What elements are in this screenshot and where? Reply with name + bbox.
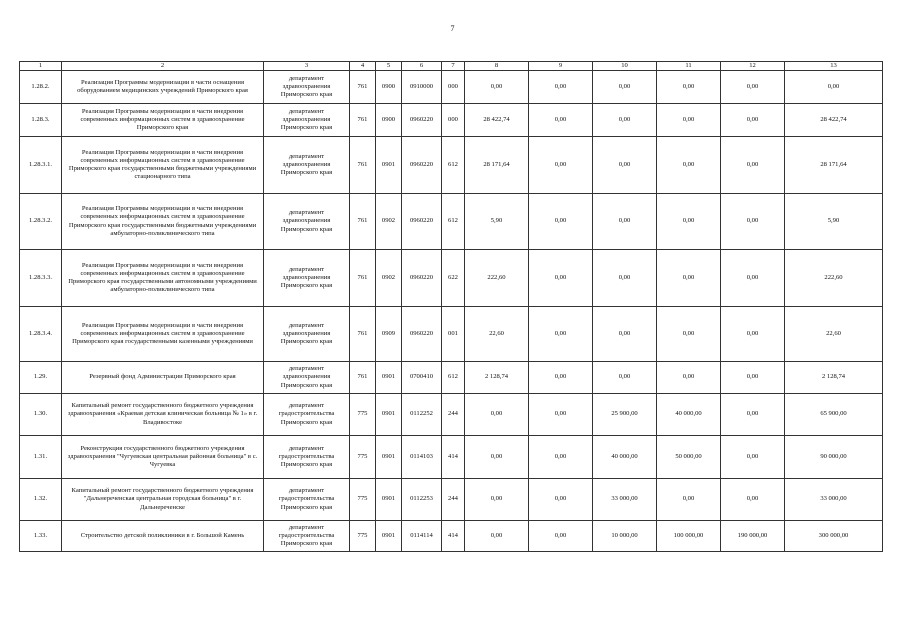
col-5-value: 0900 [376,104,402,137]
header-cell: 9 [529,62,593,71]
row-name: Реализация Программы модернизации в части внедрения современных информационных систем в здравоохранение Приморского края [62,104,264,137]
col-13-value: 0,00 [785,71,883,104]
col-6-value: 0910000 [402,71,442,104]
col-4-value: 761 [350,362,376,394]
col-6-value: 0112252 [402,394,442,436]
col-10-value: 0,00 [593,362,657,394]
col-13-value: 5,90 [785,194,883,250]
col-13-value: 33 000,00 [785,479,883,521]
header-cell: 7 [442,62,465,71]
header-cell: 10 [593,62,657,71]
col-6-value: 0960220 [402,250,442,307]
col-13-value: 2 128,74 [785,362,883,394]
col-11-value: 50 000,00 [657,436,721,479]
col-9-value: 0,00 [529,104,593,137]
col-9-value: 0,00 [529,194,593,250]
col-12-value: 0,00 [721,394,785,436]
row-number: 1.28.3.4. [20,307,62,362]
row-number: 1.32. [20,479,62,521]
col-9-value: 0,00 [529,250,593,307]
row-department: департамент здравоохранения Приморского края [264,250,350,307]
row-name: Строительство детской поликлиники в г. Большой Камень [62,521,264,552]
col-13-value: 90 000,00 [785,436,883,479]
col-12-value: 0,00 [721,250,785,307]
col-4-value: 761 [350,307,376,362]
col-10-value: 0,00 [593,104,657,137]
row-department: департамент здравоохранения Приморского края [264,307,350,362]
col-10-value: 40 000,00 [593,436,657,479]
col-6-value: 0960220 [402,194,442,250]
row-name: Реализация Программы модернизации в части внедрения современных информационных систем в здравоохранение Приморского края государственными казенными учреждениями [62,307,264,362]
table-row [20,436,883,479]
col-8-value: 0,00 [465,521,529,552]
row-name: Реконструкция государственного бюджетного учреждения здравоохранения "Чугуевская центральная районная больница" в с. Чугуевка [62,436,264,479]
row-department: департамент градостроительства Приморского края [264,436,350,479]
col-6-value: 0700410 [402,362,442,394]
col-8-value: 22,60 [465,307,529,362]
header-cell: 11 [657,62,721,71]
row-department: департамент градостроительства Приморского края [264,479,350,521]
header-cell: 2 [62,62,264,71]
row-number: 1.28.3.1. [20,137,62,194]
col-10-value: 0,00 [593,137,657,194]
row-name: Реализация Программы модернизации в части внедрения современных информационных систем в здравоохранение Приморского края государственными автономными учреждениями амбулаторно-поликлинического типа [62,250,264,307]
col-11-value: 0,00 [657,307,721,362]
col-8-value: 0,00 [465,71,529,104]
header-row [20,62,883,71]
col-11-value: 0,00 [657,250,721,307]
col-4-value: 761 [350,250,376,307]
col-10-value: 25 900,00 [593,394,657,436]
header-cell: 3 [264,62,350,71]
col-8-value: 28 422,74 [465,104,529,137]
header-cell: 6 [402,62,442,71]
table-row [20,71,883,104]
col-12-value: 0,00 [721,194,785,250]
col-9-value: 0,00 [529,436,593,479]
col-5-value: 0900 [376,71,402,104]
row-department: департамент градостроительства Приморского края [264,394,350,436]
row-department: департамент здравоохранения Приморского края [264,71,350,104]
col-6-value: 0960220 [402,104,442,137]
row-name: Капитальный ремонт государственного бюджетного учреждения "Дальнереченская центральная городская больница" в г. Дальнереченске [62,479,264,521]
row-name: Реализация Программы модернизации в части внедрения современных информационных систем в здравоохранение Приморского края государственными бюджетными учреждениями стационарного типа [62,137,264,194]
table-row [20,479,883,521]
header-cell: 8 [465,62,529,71]
col-13-value: 28 422,74 [785,104,883,137]
table-row [20,250,883,307]
col-9-value: 0,00 [529,137,593,194]
col-7-value: 414 [442,436,465,479]
budget-table [19,61,883,552]
row-department: департамент здравоохранения Приморского края [264,362,350,394]
col-7-value: 001 [442,307,465,362]
header-cell: 4 [350,62,376,71]
row-number: 1.33. [20,521,62,552]
row-number: 1.28.2. [20,71,62,104]
col-4-value: 761 [350,194,376,250]
row-name: Реализация Программы модернизации в части оснащения оборудованием медицинских учреждений Приморского края [62,71,264,104]
col-7-value: 244 [442,394,465,436]
col-7-value: 612 [442,194,465,250]
col-7-value: 000 [442,104,465,137]
table-row [20,137,883,194]
col-10-value: 0,00 [593,71,657,104]
col-7-value: 612 [442,362,465,394]
col-5-value: 0909 [376,307,402,362]
col-10-value: 10 000,00 [593,521,657,552]
col-11-value: 0,00 [657,137,721,194]
row-name: Резервный фонд Администрации Приморского края [62,362,264,394]
page-number: 7 [450,24,455,33]
row-department: департамент градостроительства Приморского края [264,521,350,552]
row-number: 1.31. [20,436,62,479]
row-number: 1.28.3.3. [20,250,62,307]
header-cell: 1 [20,62,62,71]
row-number: 1.28.3.2. [20,194,62,250]
col-13-value: 22,60 [785,307,883,362]
col-7-value: 414 [442,521,465,552]
col-4-value: 775 [350,394,376,436]
col-11-value: 40 000,00 [657,394,721,436]
col-5-value: 0901 [376,436,402,479]
col-4-value: 775 [350,479,376,521]
col-9-value: 0,00 [529,521,593,552]
col-13-value: 222,60 [785,250,883,307]
col-12-value: 0,00 [721,71,785,104]
table-row [20,307,883,362]
col-5-value: 0901 [376,394,402,436]
col-8-value: 222,60 [465,250,529,307]
col-8-value: 0,00 [465,479,529,521]
table-row [20,104,883,137]
col-5-value: 0902 [376,194,402,250]
table-row [20,521,883,552]
col-9-value: 0,00 [529,394,593,436]
col-13-value: 28 171,64 [785,137,883,194]
col-12-value: 0,00 [721,307,785,362]
row-number: 1.28.3. [20,104,62,137]
col-12-value: 0,00 [721,362,785,394]
col-4-value: 761 [350,104,376,137]
col-12-value: 0,00 [721,479,785,521]
col-12-value: 0,00 [721,104,785,137]
table-row [20,394,883,436]
row-number: 1.29. [20,362,62,394]
col-8-value: 0,00 [465,394,529,436]
col-7-value: 244 [442,479,465,521]
col-7-value: 612 [442,137,465,194]
col-10-value: 0,00 [593,194,657,250]
col-9-value: 0,00 [529,362,593,394]
col-8-value: 28 171,64 [465,137,529,194]
col-12-value: 190 000,00 [721,521,785,552]
col-11-value: 0,00 [657,479,721,521]
col-6-value: 0112253 [402,479,442,521]
header-cell: 12 [721,62,785,71]
col-5-value: 0902 [376,250,402,307]
col-10-value: 0,00 [593,250,657,307]
col-6-value: 0114114 [402,521,442,552]
col-6-value: 0114103 [402,436,442,479]
col-13-value: 300 000,00 [785,521,883,552]
col-5-value: 0901 [376,137,402,194]
col-8-value: 2 128,74 [465,362,529,394]
col-8-value: 0,00 [465,436,529,479]
col-6-value: 0960220 [402,137,442,194]
col-6-value: 0960220 [402,307,442,362]
col-5-value: 0901 [376,362,402,394]
col-12-value: 0,00 [721,137,785,194]
table-row [20,362,883,394]
col-9-value: 0,00 [529,307,593,362]
col-11-value: 0,00 [657,71,721,104]
col-7-value: 000 [442,71,465,104]
row-number: 1.30. [20,394,62,436]
col-4-value: 775 [350,436,376,479]
col-11-value: 0,00 [657,362,721,394]
col-8-value: 5,90 [465,194,529,250]
col-11-value: 0,00 [657,104,721,137]
col-9-value: 0,00 [529,71,593,104]
header-cell: 5 [376,62,402,71]
row-department: департамент здравоохранения Приморского края [264,104,350,137]
row-department: департамент здравоохранения Приморского края [264,137,350,194]
col-9-value: 0,00 [529,479,593,521]
header-cell: 13 [785,62,883,71]
row-name: Капитальный ремонт государственного бюджетного учреждения здравоохранения «Краевая детская клиническая больница № 1» в г. Владивостоке [62,394,264,436]
col-12-value: 0,00 [721,436,785,479]
col-5-value: 0901 [376,479,402,521]
table-row [20,194,883,250]
col-4-value: 775 [350,521,376,552]
col-4-value: 761 [350,137,376,194]
col-13-value: 65 900,00 [785,394,883,436]
col-4-value: 761 [350,71,376,104]
col-10-value: 33 000,00 [593,479,657,521]
col-10-value: 0,00 [593,307,657,362]
row-name: Реализация Программы модернизации в части внедрения современных информационных систем в здравоохранение Приморского края государственными бюджетными учреждениями амбулаторно-поликлинического типа [62,194,264,250]
col-5-value: 0901 [376,521,402,552]
col-11-value: 100 000,00 [657,521,721,552]
row-department: департамент здравоохранения Приморского края [264,194,350,250]
col-11-value: 0,00 [657,194,721,250]
col-7-value: 622 [442,250,465,307]
